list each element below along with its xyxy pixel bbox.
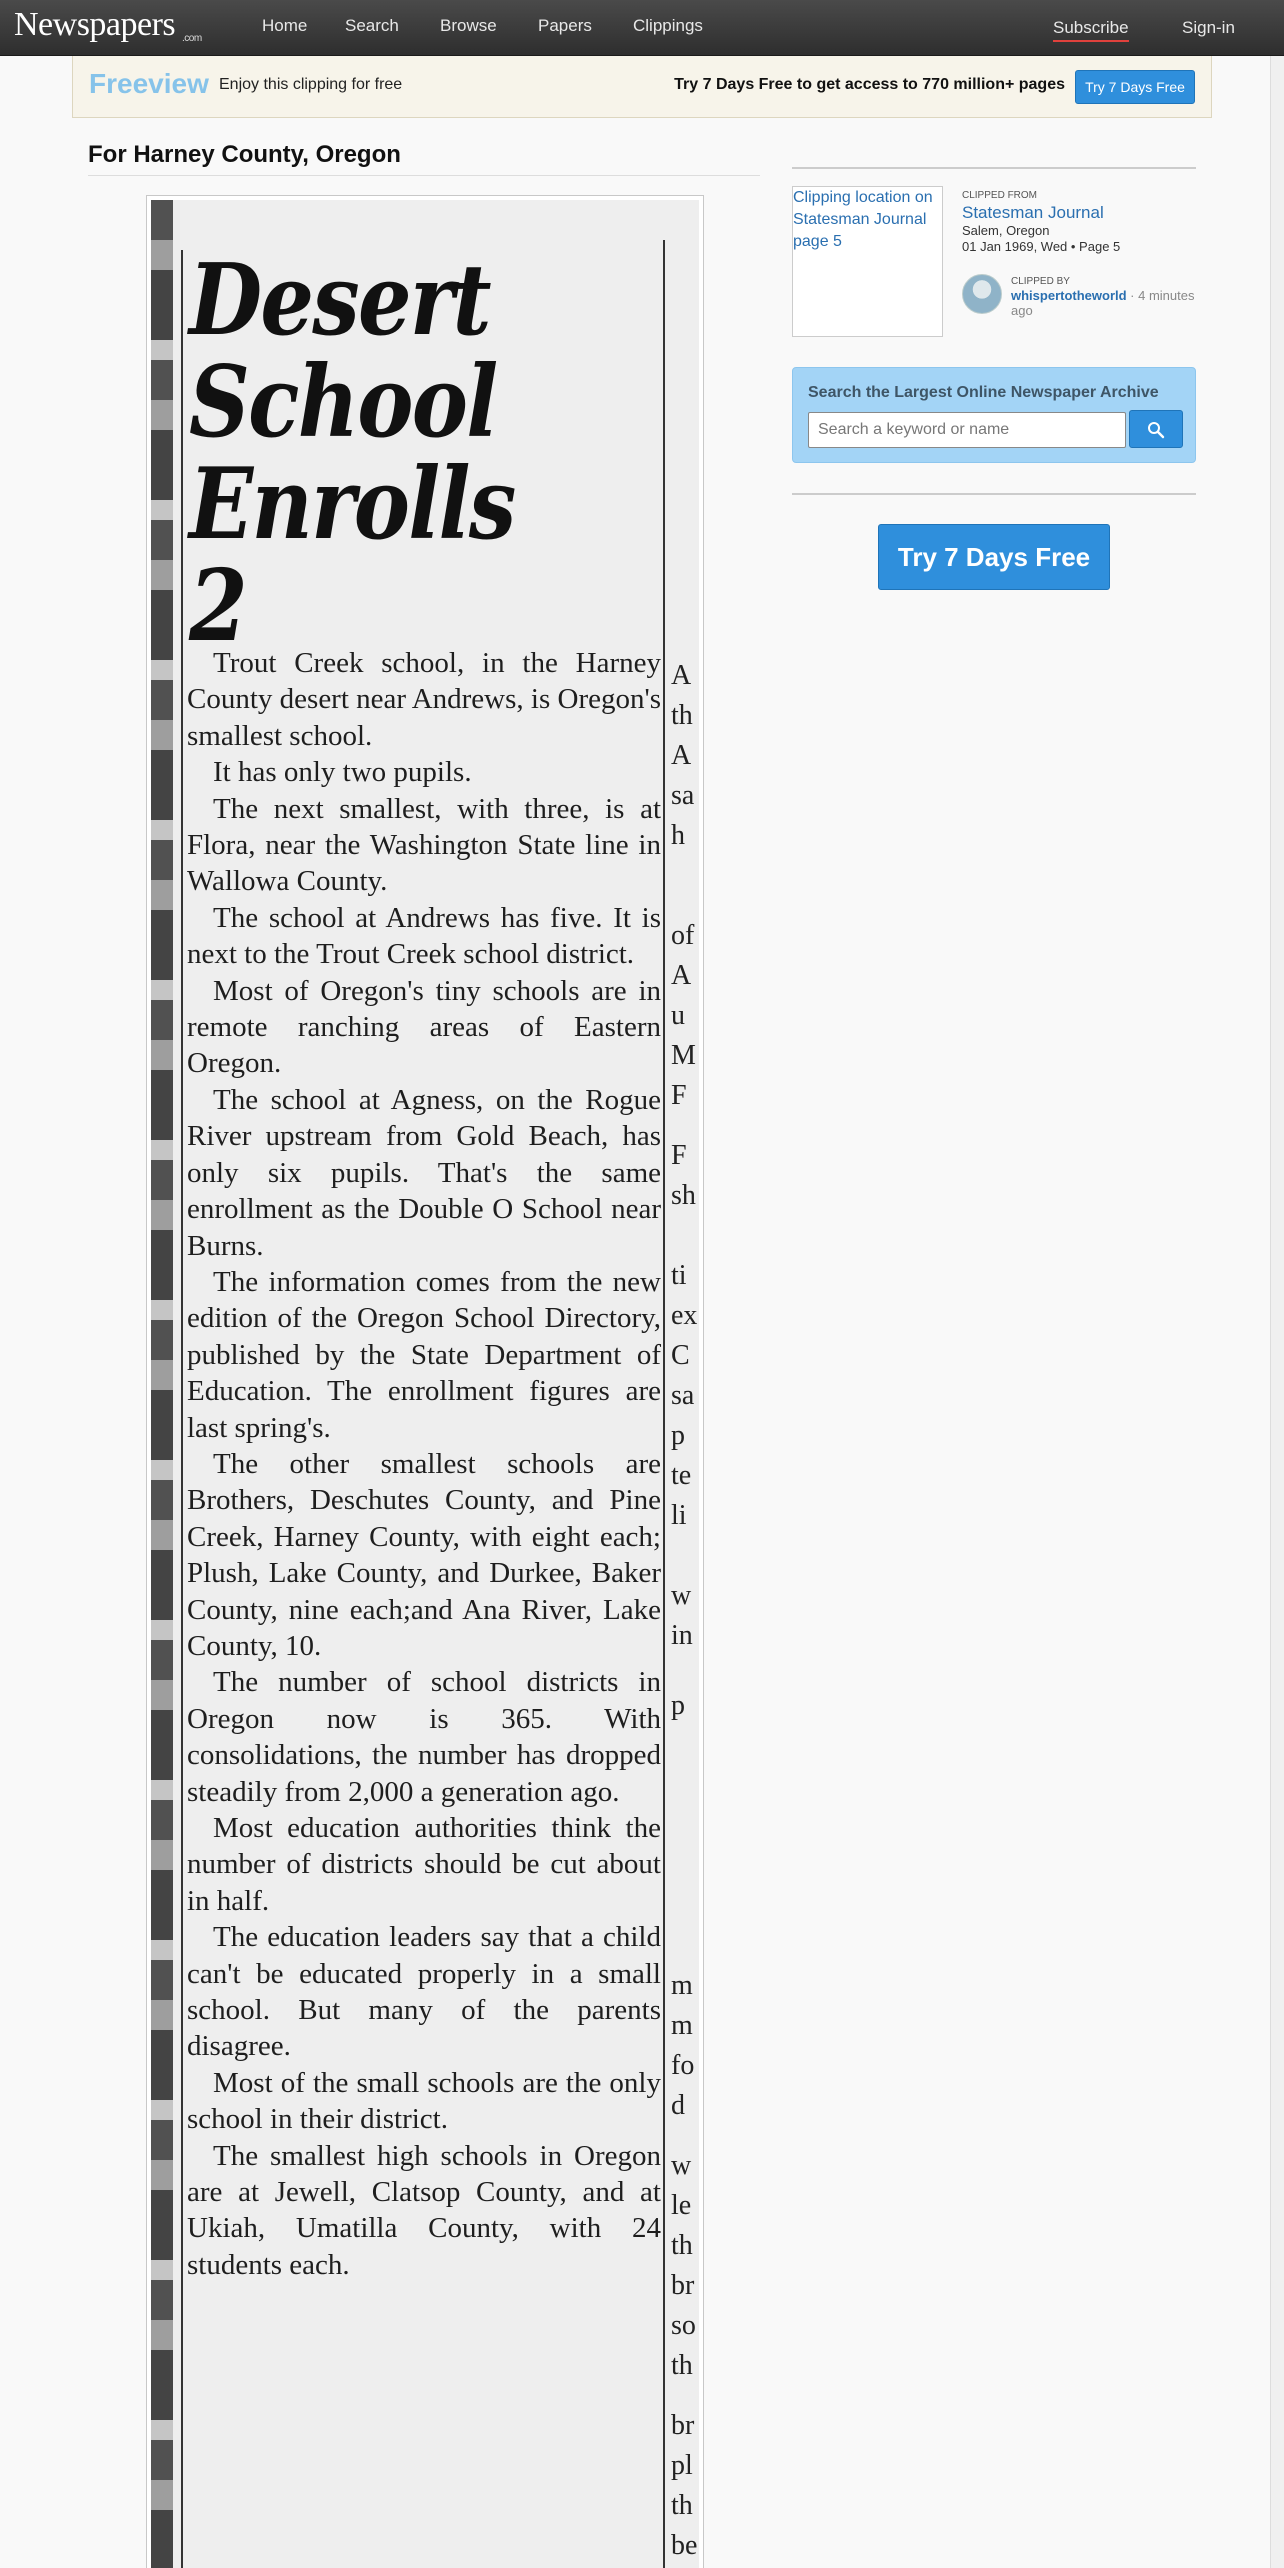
archive-search-panel: [792, 367, 1196, 463]
column-rule-right: [663, 240, 665, 2568]
clipped-from-label: CLIPPED FROM: [962, 190, 1038, 201]
article-paragraph: The school at Agness, on the Rogue River upstream from Gold Beach, has only six pupils. That's the same enrollment as the Double O School near Burns.: [187, 1083, 661, 1262]
freeview-subtitle: Enjoy this clipping for free: [219, 76, 403, 93]
article-paragraph: The school at Andrews has five. It is next to the Trout Creek school district.: [187, 901, 661, 971]
clipper-info: [1011, 288, 1201, 318]
newspaper-link[interactable]: Statesman Journal: [962, 203, 1104, 222]
search-icon: [1147, 421, 1165, 439]
article-paragraph: Most education authorities think the number of districts should be cut about in half.: [187, 1812, 661, 1917]
nav-home[interactable]: Home: [262, 16, 308, 35]
nav-clippings[interactable]: Clippings: [633, 16, 703, 35]
column-rule-left: [181, 250, 183, 2568]
publication-date-page: 01 Jan 1969, Wed • Page 5: [962, 239, 1121, 254]
article-headline: Desert School Enrolls 2: [189, 243, 515, 664]
top-nav: [0, 0, 1284, 56]
newsprint: [151, 200, 699, 2568]
freeview-trial-button[interactable]: Try 7 Days Free: [1075, 70, 1195, 104]
clipper-avatar[interactable]: [962, 274, 1002, 314]
search-button[interactable]: [1129, 410, 1183, 448]
freeview-cta-text: Try 7 Days Free to get access to 770 million+ pages: [674, 76, 1065, 93]
nav-papers[interactable]: Papers: [538, 16, 592, 35]
clipper-username-link[interactable]: whispertotheworld: [1011, 288, 1127, 303]
article-body: [187, 645, 661, 2283]
search-panel-title: Search the Largest Online Newspaper Archive: [808, 384, 1159, 401]
article-paragraph: The smallest high schools in Oregon are at Jewell, Clatsop County, and at Ukiah, Umatilla County, with 24 students each.: [187, 2139, 661, 2281]
article-paragraph: Most of the small schools are the only school in their district.: [187, 2066, 661, 2136]
search-input[interactable]: [808, 412, 1126, 448]
clipping-image[interactable]: [146, 195, 704, 2568]
newspapers-logo[interactable]: [14, 6, 202, 44]
article-paragraph: The next smallest, with three, is at Flora, near the Washington State line in Wallowa County.: [187, 792, 661, 898]
freeview-banner: [72, 56, 1212, 118]
clip-time: · 4 minutes ago: [1011, 288, 1195, 318]
article-paragraph: Most of Oregon's tiny schools are in remote ranching areas of Eastern Oregon.: [187, 974, 661, 1080]
title-divider: [88, 175, 760, 176]
nav-subscribe[interactable]: Subscribe: [1053, 18, 1129, 42]
clipping-title: For Harney County, Oregon: [88, 141, 401, 168]
sidebar-divider-top: [792, 167, 1196, 169]
article-paragraph: The education leaders say that a child can't be educated properly in a small school. But many of the parents disagree.: [187, 1921, 661, 2063]
article-paragraph: It has only two pupils.: [213, 756, 472, 789]
logo-text: Newspapers: [14, 6, 176, 43]
logo-suffix: .com: [182, 33, 202, 44]
sidebar-divider-mid: [792, 493, 1196, 495]
article-paragraph: The number of school districts in Oregon now is 365. With consolidations, the number has dropped steadily from 2,000 a generation ago.: [187, 1666, 661, 1808]
adjacent-column-left: [151, 200, 173, 2568]
newspaper-location: Salem, Oregon: [962, 223, 1050, 238]
article-paragraph: Trout Creek school, in the Harney County desert near Andrews, is Oregon's smallest school.: [187, 647, 661, 752]
clipped-by-label: CLIPPED BY: [1011, 276, 1070, 287]
nav-signin[interactable]: Sign-in: [1182, 18, 1235, 37]
article-paragraph: The other smallest schools are Brothers, Deschutes County, and Pine Creek, Harney County, with eight each; Plush, Lake County, and Durkee, Baker County, nine each;and Ana River, Lake County, 10.: [187, 1447, 661, 1662]
page-thumbnail[interactable]: Clipping location on Statesman Journal page 5: [792, 186, 943, 337]
nav-browse[interactable]: Browse: [440, 16, 497, 35]
nav-search[interactable]: Search: [345, 16, 399, 35]
adjacent-column-right: A th A sa h of A u M F F sh ti ex C sa p te li w in p m m fo d w le th br so th br pl th be: [671, 660, 698, 2561]
trial-button[interactable]: Try 7 Days Free: [878, 524, 1110, 590]
article-paragraph: The information comes from the new edition of the Oregon School Directory, published by the State Department of Education. The enrollment figures are last spring's.: [187, 1265, 661, 1444]
freeview-title: Freeview: [89, 68, 209, 99]
scrollbar[interactable]: [1270, 56, 1284, 2568]
